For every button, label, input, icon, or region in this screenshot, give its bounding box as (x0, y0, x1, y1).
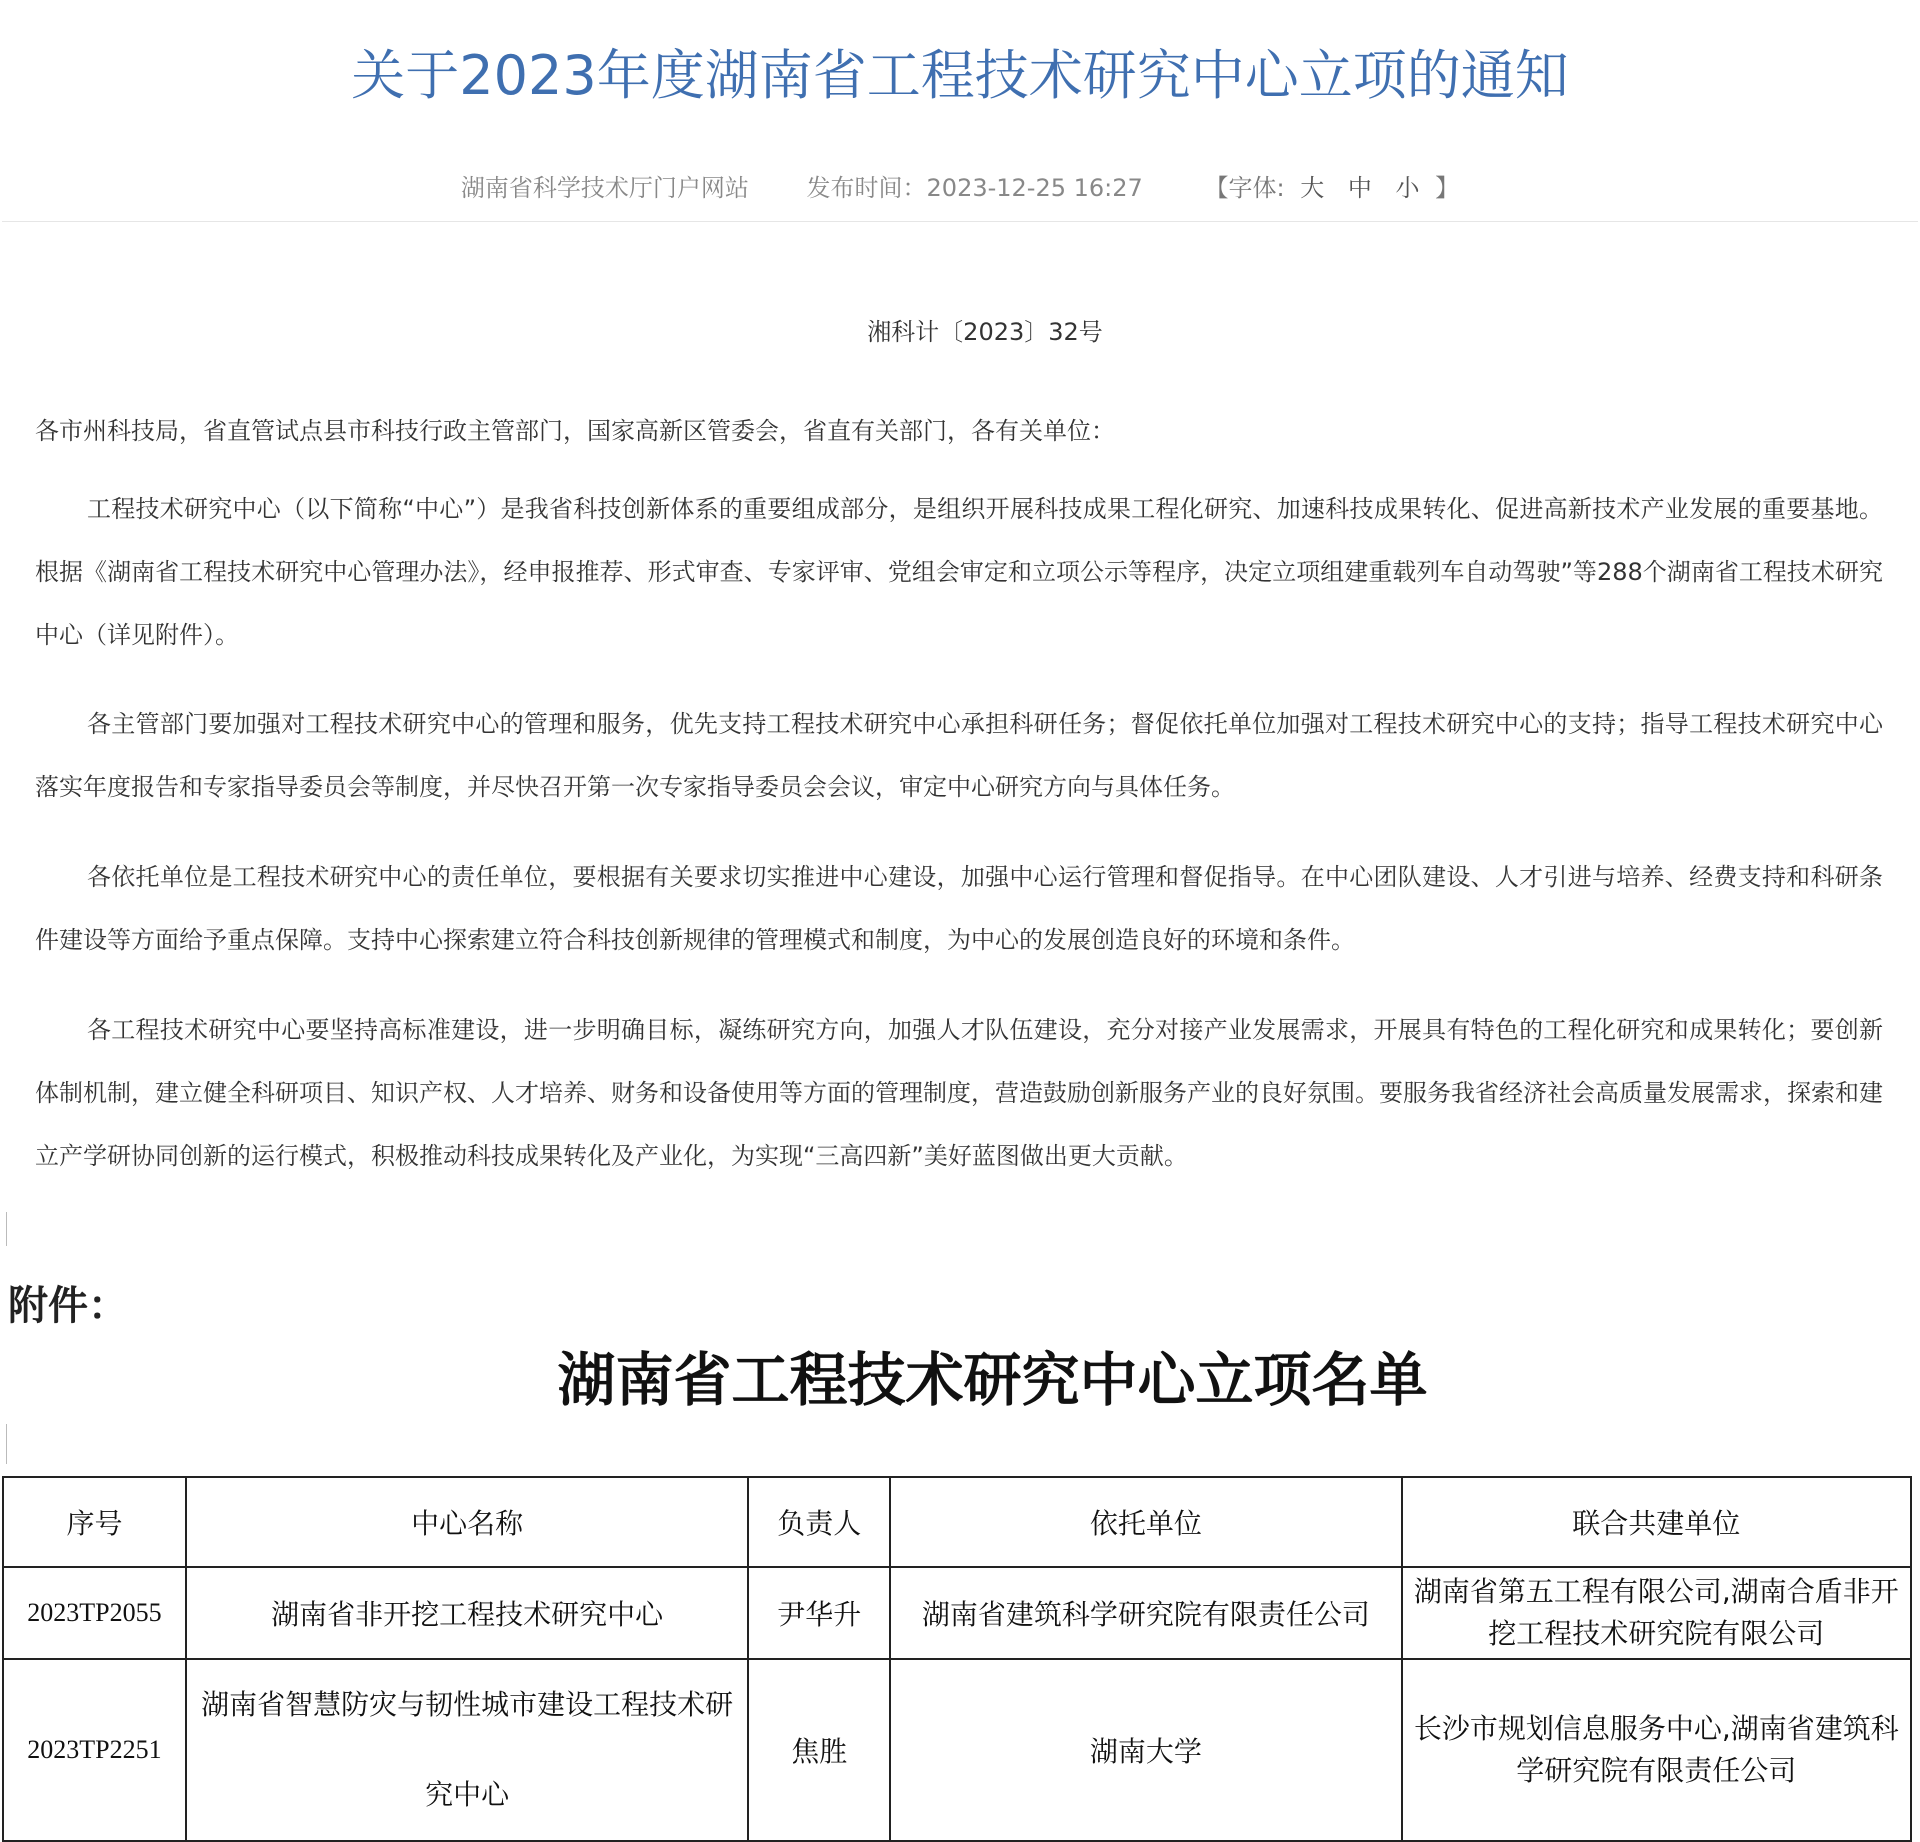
table-cell-center-name: 湖南省智慧防灾与韧性城市建设工程技术研究中心 (186, 1659, 748, 1841)
attachment-list-title: 湖南省工程技术研究中心立项名单 (557, 1346, 1428, 1414)
table-cell-leader: 尹华升 (748, 1567, 890, 1659)
table-cell-partners: 长沙市规划信息服务中心,湖南省建筑科学研究院有限责任公司 (1402, 1659, 1911, 1841)
header-divider (2, 221, 1918, 222)
publish-label: 发布时间： (806, 174, 927, 202)
article-source: 湖南省科学技术厅门户网站 (460, 174, 749, 202)
attachment-label: 附件： (8, 1283, 128, 1329)
font-size-switcher (1204, 168, 1459, 208)
paragraph-text: 工程技术研究中心（以下简称“中心”）是我省科技创新体系的重要组成部分，是组织开展科技成果工程化研究、加速科技成果转化、促进高新技术产业发展的重要基地。根据《湖南省工程技术研究中心管理办法》，经申报推荐、形式审查、专家评审、党组会审定和立项公示等程序，决定立项组建重载列车自动驾驶”等288个湖南省工程技术研究中心（详见附件）。 (35, 495, 1883, 649)
article-title: 关于2023年度湖南省工程技术研究中心立项的通知 (351, 44, 1569, 107)
table-header-cell: 依托单位 (890, 1477, 1401, 1567)
font-size-open: 【字体: (1204, 174, 1285, 202)
left-edge-marker (0, 1212, 7, 1246)
table-cell-leader: 焦胜 (748, 1659, 890, 1841)
document-number: 湘科计〔2023〕32号 (867, 318, 1103, 346)
paragraph-1 (35, 478, 1883, 667)
table-cell-host-unit: 湖南省建筑科学研究院有限责任公司 (890, 1567, 1401, 1659)
table-header-row (3, 1477, 1911, 1567)
paragraph-text: 各依托单位是工程技术研究中心的责任单位，要根据有关要求切实推进中心建设，加强中心运行管理和督促指导。在中心团队建设、人才引进与培养、经费支持和科研条件建设等方面给予重点保障。支持中心探索建立符合科技创新规律的管理模式和制度，为中心的发展创造良好的环境和条件。 (35, 863, 1883, 954)
table-row (3, 1659, 1911, 1841)
publish-info (807, 168, 1143, 208)
table-row (3, 1567, 1911, 1659)
table-header-cell: 联合共建单位 (1402, 1477, 1911, 1567)
left-edge-marker (0, 1424, 7, 1464)
publish-time: 2023-12-25 16:27 (926, 174, 1143, 202)
paragraph-2 (35, 693, 1883, 819)
table-cell-center-name: 湖南省非开挖工程技术研究中心 (186, 1567, 748, 1659)
attachment-table (2, 1476, 1912, 1842)
paragraph-text: 各主管部门要加强对工程技术研究中心的管理和服务，优先支持工程技术研究中心承担科研任务；督促依托单位加强对工程技术研究中心的支持；指导工程技术研究中心落实年度报告和专家指导委员会等制度，并尽快召开第一次专家指导委员会会议，审定中心研究方向与具体任务。 (35, 710, 1883, 801)
font-size-medium-link[interactable]: 中 (1347, 174, 1372, 202)
article-meta (0, 168, 1920, 208)
table-cell-partners: 湖南省第五工程有限公司,湖南合盾非开挖工程技术研究院有限公司 (1402, 1567, 1911, 1659)
font-size-large-link[interactable]: 大 (1300, 174, 1325, 202)
table-cell-code: 2023TP2251 (3, 1659, 186, 1841)
table-header-cell: 序号 (3, 1477, 186, 1567)
table-header-cell: 负责人 (748, 1477, 890, 1567)
paragraph-4 (35, 999, 1883, 1188)
paragraph-text: 各工程技术研究中心要坚持高标准建设，进一步明确目标，凝练研究方向，加强人才队伍建设，充分对接产业发展需求，开展具有特色的工程化研究和成果转化；要创新体制机制，建立健全科研项目、知识产权、人才培养、财务和设备使用等方面的管理制度，营造鼓励创新服务产业的良好氛围。要服务我省经济社会高质量发展需求，探索和建立产学研协同创新的运行模式，积极推动科技成果转化及产业化，为实现“三高四新”美好蓝图做出更大贡献。 (35, 1016, 1883, 1170)
paragraph-3 (35, 846, 1883, 972)
addressee (35, 400, 1883, 463)
table-cell-code: 2023TP2055 (3, 1567, 186, 1659)
table-cell-host-unit: 湖南大学 (890, 1659, 1401, 1841)
addressee-text: 各市州科技局，省直管试点县市科技行政主管部门，国家高新区管委会，省直有关部门，各有关单位： (35, 417, 1115, 445)
table-header-cell: 中心名称 (186, 1477, 748, 1567)
font-size-small-link[interactable]: 小 (1395, 174, 1420, 202)
font-size-close: 】 (1435, 174, 1460, 202)
